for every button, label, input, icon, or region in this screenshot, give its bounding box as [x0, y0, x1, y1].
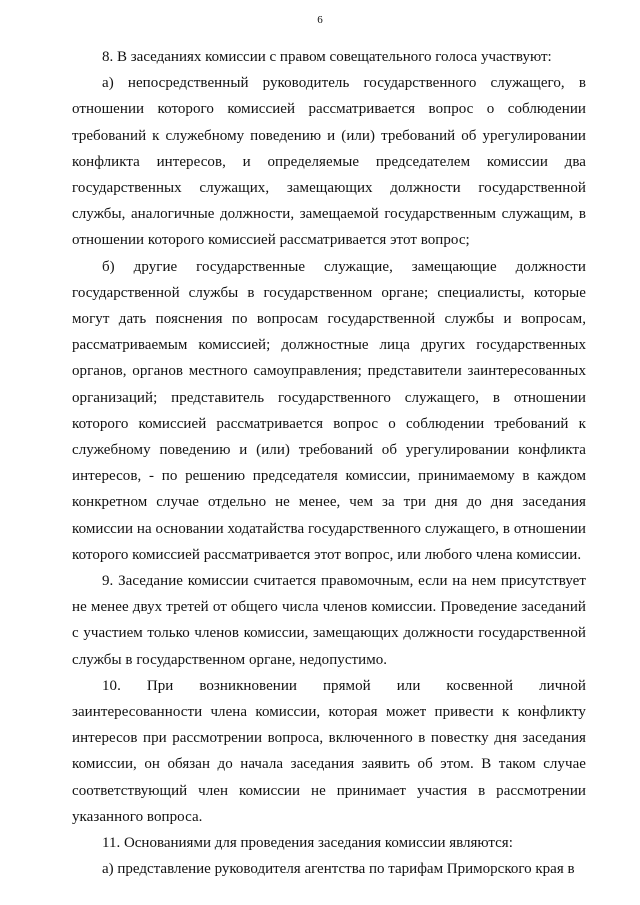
para-11-heading: 11. Основаниями для проведения заседания комиссии являются:: [102, 835, 513, 852]
para-8-heading: 8. В заседаниях комиссии с правом совещательного голоса участвуют:: [102, 49, 552, 65]
para-11a: а) представление руководителя агентства по тарифам Приморского края в: [102, 861, 575, 878]
page-number: 6: [317, 14, 323, 26]
para-8a: а) непосредственный руководитель государственного служащего, в отношении которого комиссией рассматривается вопрос о соблюдении требований к служебному поведению и (или) требований об урегулировании конфликта интересов, и определяемые председателем комиссии два государственных служащих, замещающих должности государственной службы, аналогичные должности, замещаемой государственным служащим, в отношении которого комиссией рассматривается этот вопрос;: [72, 75, 586, 249]
para-10: 10. При возникновении прямой или косвенной личной заинтересованности члена комиссии, которая может привести к конфликту интересов при рассмотрении вопроса, включенного в повестку дня заседания комиссии, он обязан до начала заседания заявить об этом. В таком случае соответствующий член комиссии не принимает участия в рассмотрении указанного вопроса.: [72, 677, 586, 825]
para-8b: б) другие государственные служащие, замещающие должности государственной службы в государственном органе; специалисты, которые могут дать пояснения по вопросам государственной службы и вопросам, рассматриваемым комиссией; должностные лица других государственных органов, органов местного самоуправления; представители заинтересованных организаций; представитель государственного служащего, в отношении которого комиссией рассматривается вопрос о соблюдении требований к служебному поведению и (или) требований об урегулировании конфликта интересов, - по решению председателя комиссии, принимаемому в каждом конкретном случае отдельно не менее, чем за три дня до дня заседания комиссии на основании ходатайства государственного служащего, в отношении которого комиссией рассматривается этот вопрос, или любого члена комиссии.: [72, 258, 586, 563]
para-9: 9. Заседание комиссии считается правомочным, если на нем присутствует не менее двух третей от общего числа членов комиссии. Проведение заседаний с участием только членов комиссии, замещающих должности государственной службы в государственном органе, недопустимо.: [72, 573, 586, 668]
document-body: [72, 44, 586, 883]
